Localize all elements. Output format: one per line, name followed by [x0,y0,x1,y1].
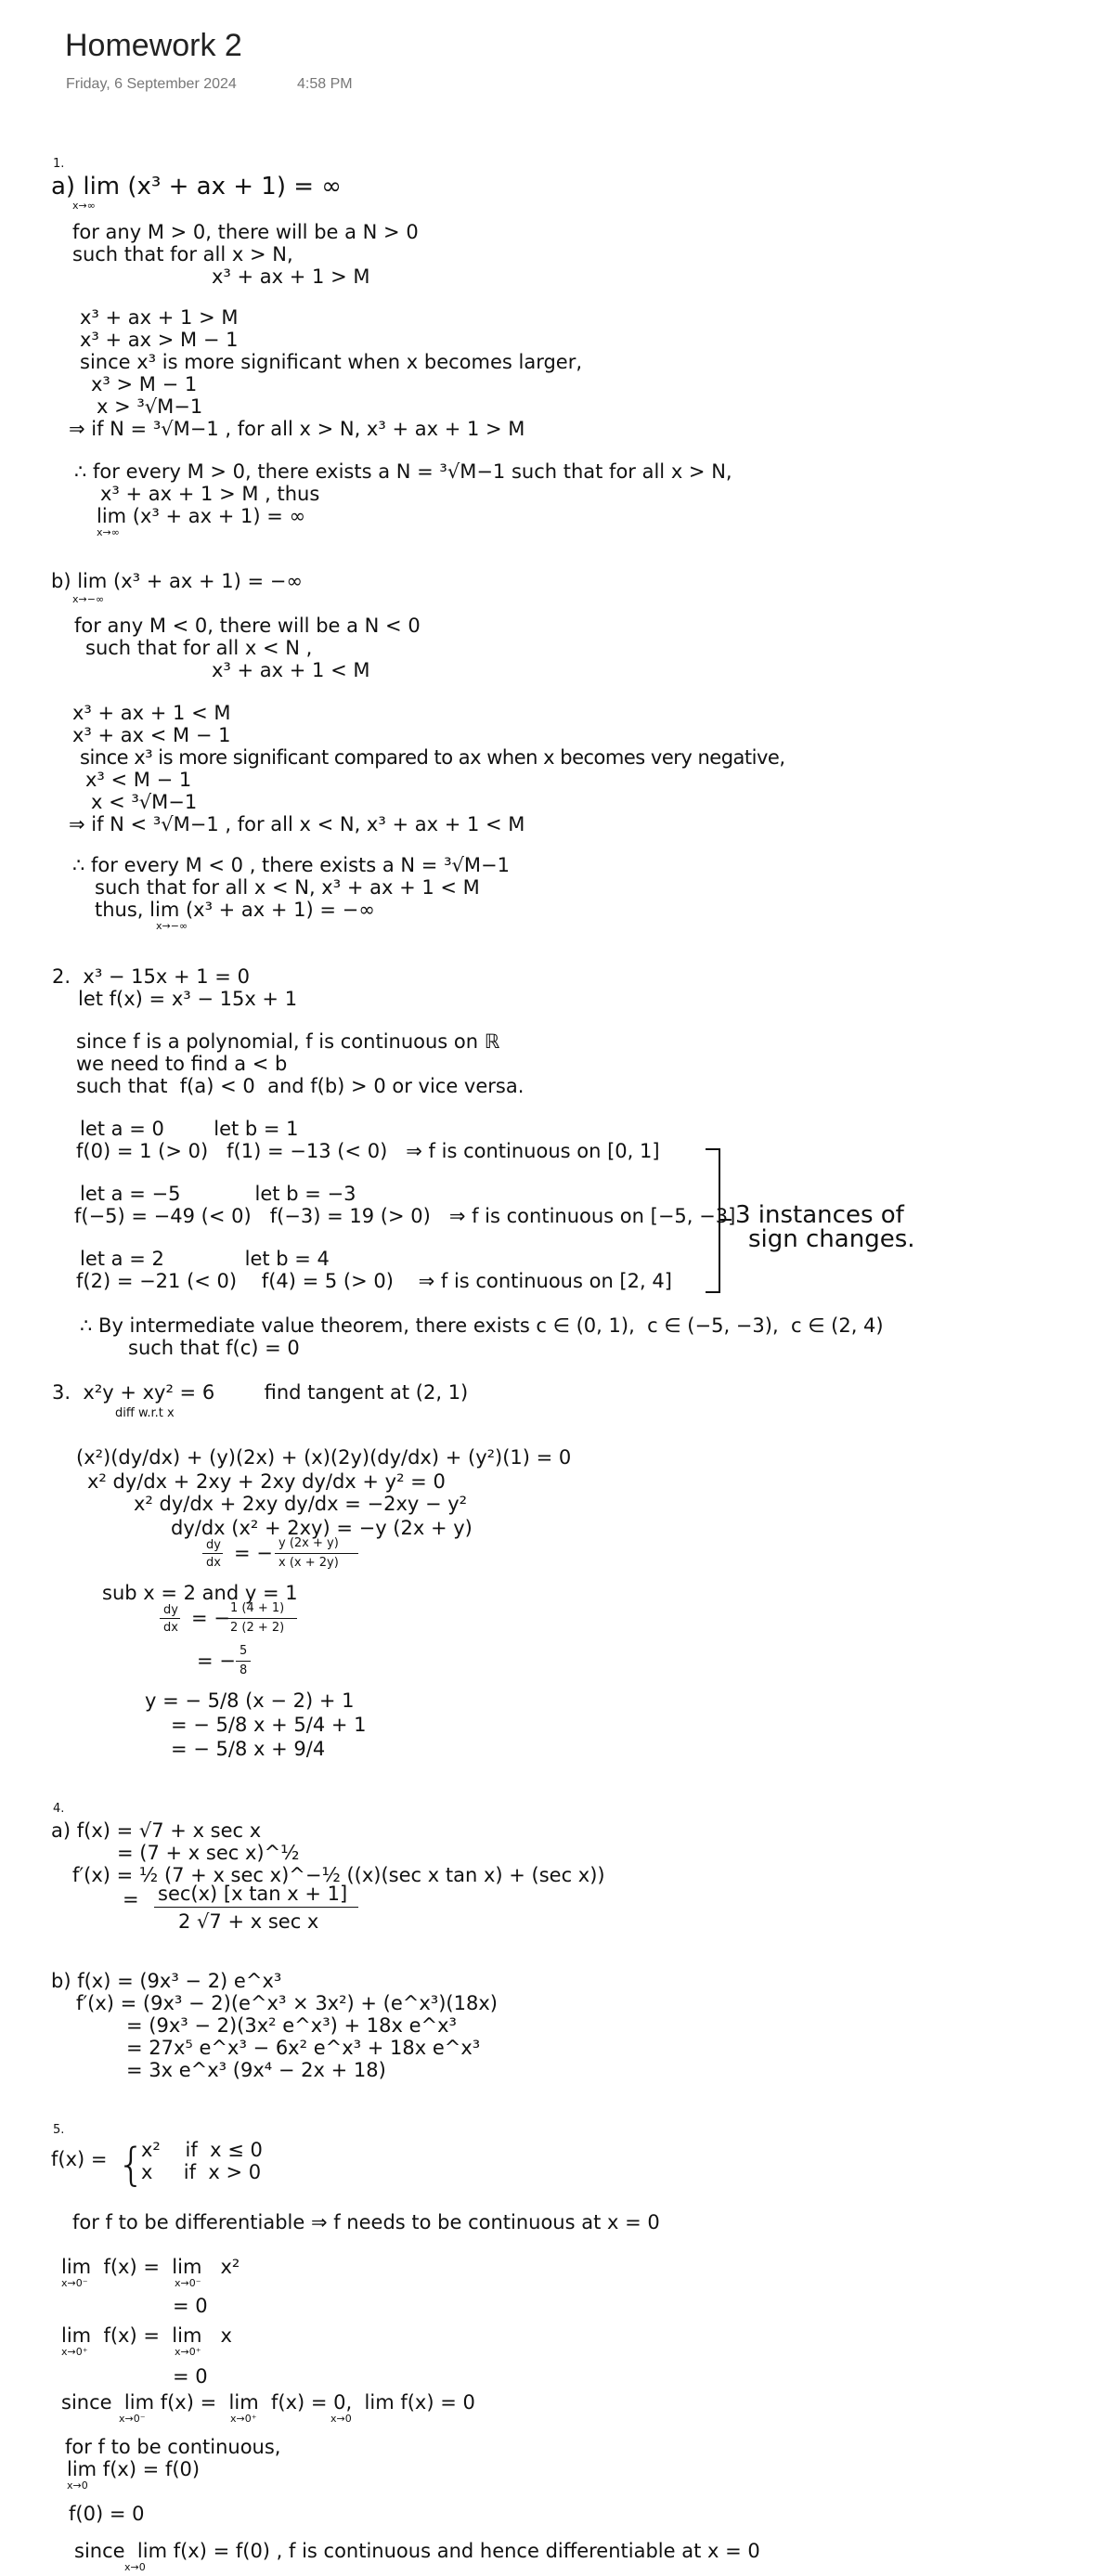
q1a-line-4: x³ + ax + 1 > M [80,306,239,329]
q1b-conclusion-1: ∴ for every M < 0 , there exists a N = ³√M−1 [72,854,510,876]
q3-frac3-bar [236,1661,251,1662]
q3-line-3: (x²)(dy/dx) + (y)(2x) + (x)(2y)(dy/dx) + (y²)(1) = 0 [76,1446,572,1469]
q5-line-1: for f to be differentiable ⇒ f needs to be continuous at x = 0 [72,2211,660,2233]
q3-frac2-bar [227,1618,297,1619]
q2-pair1-eval: f(0) = 1 (> 0) f(1) = −13 (< 0) ⇒ f is continuous on [0, 1] [76,1140,660,1162]
q1a-line-1: for any M > 0, there will be a N > 0 [72,221,419,243]
q1a-conclusion-2: x³ + ax + 1 > M , thus [100,483,320,505]
q4b-line-5: = 3x e^x³ (9x⁴ − 2x + 18) [126,2059,386,2081]
q4b-line-4: = 27x⁵ e^x³ − 6x² e^x³ + 18x e^x³ [126,2037,481,2059]
q3-frac3-den: 8 [240,1663,248,1677]
q4a-line-4-bar [154,1907,358,1908]
q3-line-6: dy/dx (x² + 2xy) = −y (2x + y) [171,1517,473,1539]
q1a-line-2: such that for all x > N, [72,243,293,265]
q4b-line-3: = (9x³ − 2)(3x² e^x³) + 18x e^x³ [126,2014,457,2037]
q5-since-sub-3: x→0 [330,2413,352,2425]
q3-frac3-eq: = − [197,1650,236,1672]
q5-conclusion: since lim f(x) = f(0) , f is continuous and hence differentiable at x = 0 [74,2540,760,2562]
q1b-line-9: ⇒ if N < ³√M−1 , for all x < N, x³ + ax + 1 < M [69,813,525,835]
q3-frac1-num: y (2x + y) [278,1536,339,1550]
q1b-line-2: such that for all x < N , [85,637,313,659]
q2-bracket [706,1148,720,1293]
q2-pair3-eval: f(2) = −21 (< 0) f(4) = 5 (> 0) ⇒ f is continuous on [2, 4] [76,1270,672,1292]
note-time: 4:58 PM [297,76,353,92]
q1a-line-9: ⇒ if N = ³√M−1 , for all x > N, x³ + ax + 1 > M [69,418,525,440]
q4b-line-1: b) f(x) = (9x³ − 2) e^x³ [51,1970,282,1992]
q3-frac3-num: 5 [240,1644,248,1658]
q1a-line-7: x³ > M − 1 [91,373,198,395]
q5-right-limit-sub-2: x→0⁺ [175,2346,201,2358]
q1b-limit-sub: x→−∞ [72,593,105,605]
q1a-conclusion-3-sub: x→∞ [97,526,120,538]
q2-note-line-1: 3 instances of [735,1201,904,1229]
q3-line-5: x² dy/dx + 2xy dy/dx = −2xy − y² [134,1493,468,1515]
q3-frac2-dy: dy [163,1603,178,1617]
q1b-limit: b) lim (x³ + ax + 1) = −∞ [51,570,303,592]
q3-sub-values: sub x = 2 and y = 1 [102,1582,298,1604]
q1b-conclusion-2: such that for all x < N, x³ + ax + 1 < M [95,876,480,899]
q5-left-limit: lim f(x) = lim x² [61,2256,240,2278]
q5-since-sub-2: x→0⁺ [230,2413,257,2425]
q3-frac1-den: x (x + 2y) [278,1556,339,1570]
q3-frac2-eq: = − [191,1607,230,1629]
q3-diff-note: diff w.r.t x [115,1406,175,1420]
q1a-line-6: since x³ is more significant when x becomes larger, [80,351,583,373]
q3-tangent-2: = − 5/8 x + 5/4 + 1 [171,1714,367,1736]
q1b-line-7: x³ < M − 1 [85,769,192,791]
q1-number: 1. [53,157,65,171]
q1b-line-8: x < ³√M−1 [91,791,198,813]
q3-frac2-num: 1 (4 + 1) [230,1601,285,1615]
q5-left-limit-sub-2: x→0⁻ [175,2277,201,2289]
q5-f-zero: f(0) = 0 [69,2503,145,2525]
q4a-line-4-eq: = [123,1888,139,1910]
q1b-conclusion-3-sub: x→−∞ [156,920,188,932]
q3-equation: 3. x²y + xy² = 6 find tangent at (2, 1) [52,1381,469,1404]
q3-frac1-dy: dy [206,1538,221,1552]
q3-tangent-3: = − 5/8 x + 9/4 [171,1738,326,1760]
q4a-line-1: a) f(x) = √7 + x sec x [51,1819,262,1842]
q2-note-line-2: sign changes. [748,1225,915,1253]
q2-pair2-eval: f(−5) = −49 (< 0) f(−3) = 19 (> 0) ⇒ f is continuous on [−5, −3] [74,1205,736,1227]
q2-conclusion-1: ∴ By intermediate value theorem, there exists c ∈ (0, 1), c ∈ (−5, −3), c ∈ (2, 4) [80,1314,884,1337]
q2-line-3: since f is a polynomial, f is continuous on ℝ [76,1030,500,1053]
q3-frac1-dydx-bar [202,1553,223,1554]
q1a-limit-sub: x→∞ [72,200,96,212]
q5-number: 5. [53,2123,65,2137]
q5-since-sub-1: x→0⁻ [119,2413,146,2425]
q4-number: 4. [53,1802,65,1816]
q5-since-line: since lim f(x) = lim f(x) = 0, lim f(x) = 0 [61,2391,475,2414]
q5-conclusion-sub: x→0 [124,2561,146,2573]
q3-frac2-den: 2 (2 + 2) [230,1621,285,1635]
q1b-line-6: since x³ is more significant compared to ax when x becomes very negative, [80,746,785,769]
q5-right-limit-value: = 0 [173,2365,208,2388]
q3-frac2-dx: dx [163,1621,178,1635]
q4a-line-3: f′(x) = ½ (7 + x sec x)^−½ ((x)(sec x tan x) + (sec x)) [72,1864,605,1886]
q2-line-5: such that f(a) < 0 and f(b) > 0 or vice versa. [76,1075,525,1097]
q1b-line-5: x³ + ax < M − 1 [72,724,231,746]
q5-case-2: x if x > 0 [141,2161,262,2183]
q5-case-1: x² if x ≤ 0 [141,2139,263,2161]
q5-f-label: f(x) = [51,2148,108,2170]
q1a-line-8: x > ³√M−1 [97,395,203,418]
q2-bracket-tick [720,1219,732,1221]
q1b-line-1: for any M < 0, there will be a N < 0 [74,615,421,637]
q4a-line-4-den: 2 √7 + x sec x [178,1910,319,1933]
q1a-conclusion-1: ∴ for every M > 0, there exists a N = ³√M−1 such that for all x > N, [74,460,732,483]
q5-right-limit-sub-1: x→0⁺ [61,2346,88,2358]
q2-equation: 2. x³ − 15x + 1 = 0 [52,965,250,988]
q5-continuity-heading: for f to be continuous, [65,2436,281,2458]
q1a-line-3: x³ + ax + 1 > M [212,265,370,288]
q3-frac1-eq: = − [234,1542,273,1564]
q1a-line-5: x³ + ax > M − 1 [80,329,239,351]
q5-brace: { [117,2139,146,2191]
q3-line-4: x² dy/dx + 2xy + 2xy dy/dx + y² = 0 [87,1470,446,1493]
q2-pair3-let: let a = 2 let b = 4 [80,1248,330,1270]
q1b-line-3: x³ + ax + 1 < M [212,659,370,681]
q1b-conclusion-3: thus, lim (x³ + ax + 1) = −∞ [95,899,375,921]
q1a-limit: a) lim (x³ + ax + 1) = ∞ [51,173,342,201]
q2-let-f: let f(x) = x³ − 15x + 1 [78,988,298,1010]
q4a-line-2: = (7 + x sec x)^½ [117,1842,300,1864]
q4b-line-2: f′(x) = (9x³ − 2)(e^x³ × 3x²) + (e^x³)(18x) [76,1992,498,2014]
q5-continuity-sub: x→0 [67,2479,88,2492]
q1a-conclusion-3: lim (x³ + ax + 1) = ∞ [97,505,306,527]
page-title: Homework 2 [65,28,242,63]
q5-continuity-condition: lim f(x) = f(0) [67,2458,201,2480]
q1b-line-4: x³ + ax + 1 < M [72,702,231,724]
q5-left-limit-sub-1: x→0⁻ [61,2277,88,2289]
q4a-line-4-num: sec(x) [x tan x + 1] [158,1883,348,1905]
note-date: Friday, 6 September 2024 [66,76,237,92]
q3-frac1-dx: dx [206,1556,221,1570]
q3-tangent-1: y = − 5/8 (x − 2) + 1 [145,1689,355,1712]
q2-line-4: we need to find a < b [76,1053,288,1075]
q5-right-limit: lim f(x) = lim x [61,2324,232,2347]
q2-conclusion-2: such that f(c) = 0 [128,1337,300,1359]
q2-pair2-let: let a = −5 let b = −3 [80,1183,356,1205]
q3-frac2-dydx-bar [160,1618,180,1619]
q2-pair1-let: let a = 0 let b = 1 [80,1118,299,1140]
q3-frac1-bar [275,1553,358,1554]
q5-left-limit-value: = 0 [173,2295,208,2317]
